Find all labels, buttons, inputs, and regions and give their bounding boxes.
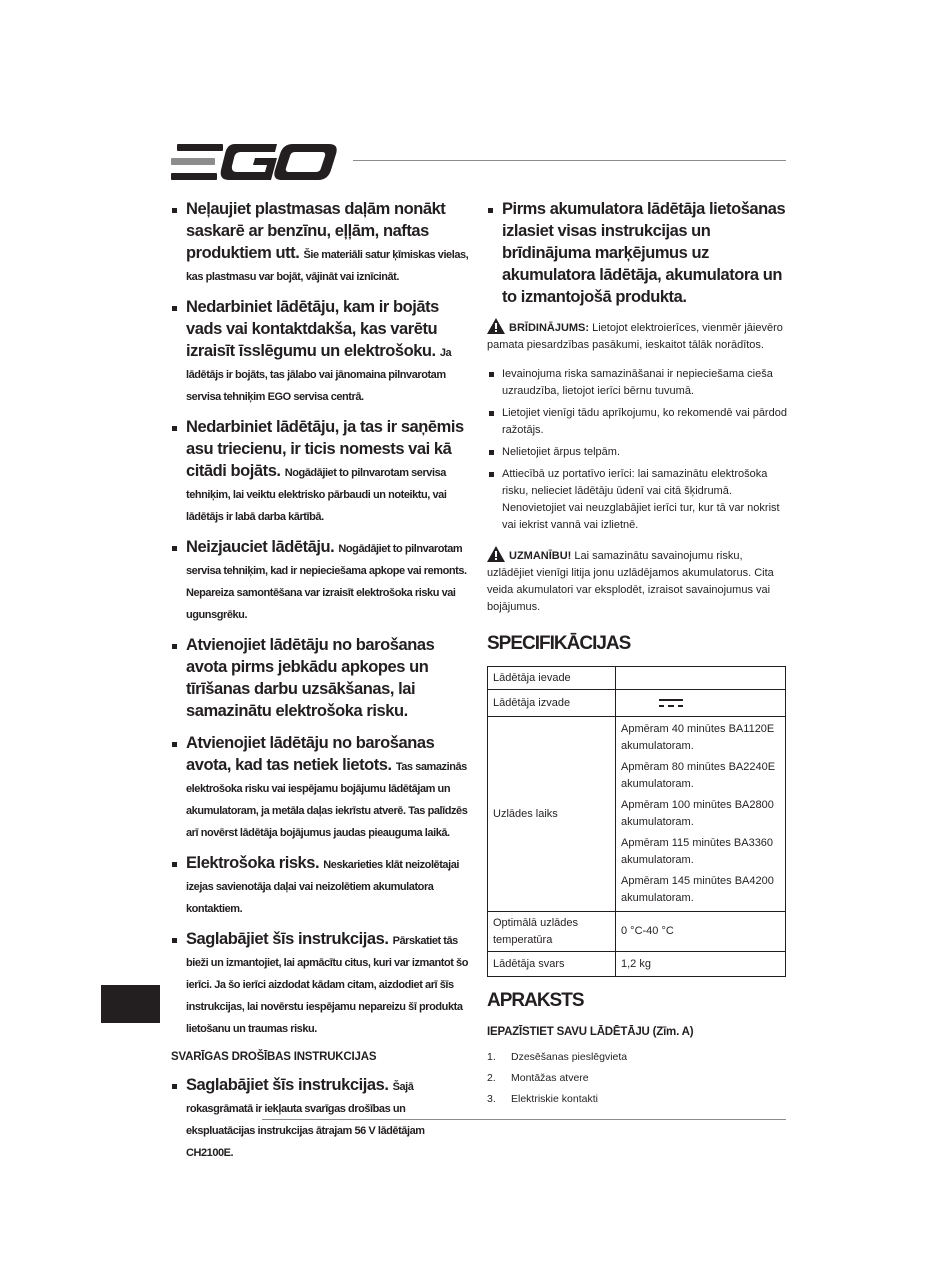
left-column xyxy=(171,198,471,1172)
warning-list-item: Attiecībā uz portatīvo ierīci: lai samazinātu elektrošoka risku, nelieciet lādētāju ūdenī vai citā šķidrumā. Nenovietojiet vai neuzglabājiet ierīci tur, kur tā var nokrist vai iekrist vannā vai izlietnē. xyxy=(487,466,787,534)
spec-label: Lādētāja ievade xyxy=(488,667,616,690)
spec-table xyxy=(487,666,786,977)
safety-item-heading: Saglabājiet šīs instrukcijas. Pārskatiet tās bieži un izmantojiet, lai apmācītu citus, kuri var izmantot šo ierīci. Ja šo ierīci aizdodat kādam citam, aizdodiet arī šīs instrukcijas, lai novērstu iespējamu nepareizu šī produkta lietošanu un traumas risku. xyxy=(186,930,468,1035)
safety-item-text: Nogādājiet to pilnvarotam servisa tehniķim, kad ir nepieciešama apkope vai remonts. Nepareiza samontēšana var izraisīt elektrošoka risku vai ugunsgrēku. xyxy=(186,543,467,621)
spec-title: SPECIFIKĀCIJAS xyxy=(487,633,631,654)
safety-item-text: Pārskatiet tās bieži un izmantojiet, lai apmācītu citus, kuri var izmantot šo ierīci. Ja šo ierīci aizdodat kādam citam, aizdodiet arī šīs instrukcijas, lai novērstu iespējamu nepareizu šī produkta lietošanu un traumas risku. xyxy=(186,935,468,1035)
warning-list-item: Lietojiet vienīgi tādu aprīkojumu, ko rekomendē vai pārdod ražotājs. xyxy=(487,405,787,439)
important-safety-heading: SVARĪGAS DROŠĪBAS INSTRUKCIJAS xyxy=(171,1051,377,1063)
safety-item-heading: Nedarbiniet lādētāju, ja tas ir saņēmis asu triecienu, ir ticis nomests vai kā citādi bojāts. Nogādājiet to pilnvarotam servisa tehniķim, lai veiktu elektrisko pārbaudi un noteiktu, vai lādētājs ir labā darba kārtībā. xyxy=(186,418,464,523)
safety-item-heading: Nedarbiniet lādētāju, kam ir bojāts vads vai kontaktdakša, kas varētu izraisīt īsslēgumu un elektrošoku. Ja lādētājs ir bojāts, tas jālabo vai jānomaina pilnvarotam servisa tehniķim EGO servisa centrā. xyxy=(186,298,452,403)
header-rule xyxy=(353,160,786,161)
charge-time-line: Apmēram 115 minūtes BA3360 akumulatoram. xyxy=(621,837,774,866)
safety-item-text: Šie materiāli satur ķīmiskas vielas, kas plastmasu var bojāt, vājināt vai iznīcināt. xyxy=(186,249,469,283)
safety-item-text: Šajā rokasgrāmatā ir iekļauta svarīgas drošības un ekspluatācijas instrukcijas ātrajam 56 V lādētājam CH2100E. xyxy=(186,1081,425,1159)
spec-value: 0 °C-40 °C xyxy=(616,912,786,952)
dc-symbol-icon xyxy=(659,698,683,708)
safety-item xyxy=(171,416,471,526)
safety-item-heading: Atvienojiet lādētāju no barošanas avota, kad tas netiek lietots. Tas samazinās elektrošoka risku vai iespējamu bojājumu lādētājam un akumulatoram, ja metāla daļas iekrīstu atverē. Tas palīdzēs arī novērst lādētāja bojājumus jaudas pieauguma laikā. xyxy=(186,734,468,839)
safety-item xyxy=(171,536,471,624)
safety-item-heading: Elektrošoka risks. Neskarieties klāt neizolētajai izejas savienotāja daļai vai neizolētiem akumulatora kontaktiem. xyxy=(186,854,459,915)
list-item-label: Elektriskie kontakti xyxy=(511,1093,598,1105)
intro-item-heading: Pirms akumulatora lādētāja lietošanas izlasiet visas instrukcijas un brīdinājuma marķējumus uz akumulatora lādētāja, akumulatora un to izmantojošā produkta. xyxy=(502,200,786,306)
table-row xyxy=(488,667,786,690)
spec-label: Optimālā uzlādes temperatūra xyxy=(488,912,616,952)
spec-label: Uzlādes laiks xyxy=(488,717,616,912)
spec-value xyxy=(616,667,786,690)
safety-item-heading: Neizjauciet lādētāju. Nogādājiet to pilnvarotam servisa tehniķim, kad ir nepieciešama apkope vai remonts. Nepareiza samontēšana var izraisīt elektrošoka risku vai ugunsgrēku. xyxy=(186,538,467,621)
safety-item-text: Nogādājiet to pilnvarotam servisa tehniķim, lai veiktu elektrisko pārbaudi un noteiktu, vai lādētājs ir labā darba kārtībā. xyxy=(186,467,447,523)
list-item xyxy=(487,1091,787,1108)
warning-list-item: Ievainojuma riska samazināšanai ir nepieciešama cieša uzraudzība, lietojot ierīci bērnu tuvumā. xyxy=(487,366,787,400)
warning-text: Lietojot elektroierīces, vienmēr jāievēro pamata piesardzības pasākumi, ieskaitot tālāk norādītos. xyxy=(487,322,783,351)
spec-value xyxy=(616,690,786,717)
warning-label: BRĪDINĀJUMS: xyxy=(509,322,590,334)
safety-item-heading: Atvienojiet lādētāju no barošanas avota pirms jebkādu apkopes un tīrīšanas darbu uzsākšanas, lai samazinātu elektrošoka risku. xyxy=(186,636,435,720)
spec-value xyxy=(616,717,786,912)
list-item-number: 2. xyxy=(487,1072,496,1084)
right-column xyxy=(487,198,787,1112)
list-item-label: Montāžas atvere xyxy=(511,1072,589,1084)
list-item xyxy=(487,1070,787,1087)
safety-item xyxy=(171,296,471,406)
warning-triangle-icon xyxy=(487,546,505,562)
safety-item-heading: Neļaujiet plastmasas daļām nonākt saskarē ar benzīnu, eļļām, naftas produktiem utt. Šie materiāli satur ķīmiskas vielas, kas plastmasu var bojāt, vājināt vai iznīcināt. xyxy=(186,200,469,283)
safety-item xyxy=(171,634,471,722)
description-title: APRAKSTS xyxy=(487,990,584,1011)
intro-item xyxy=(487,198,787,308)
page-side-tab xyxy=(101,985,160,1023)
spec-value: 1,2 kg xyxy=(616,952,786,977)
spec-label: Lādētāja svars xyxy=(488,952,616,977)
caution-label: UZMANĪBU! xyxy=(509,550,572,562)
safety-item xyxy=(171,928,471,1038)
footer-rule xyxy=(262,1119,786,1120)
safety-item xyxy=(171,852,471,918)
warning-triangle-icon xyxy=(487,318,505,334)
safety-item xyxy=(171,198,471,286)
safety-item xyxy=(171,1074,471,1162)
safety-item-text: Neskarieties klāt neizolētajai izejas savienotāja daļai vai neizolētiem akumulatora kontaktiem. xyxy=(186,859,459,915)
caution-text: Lai samazinātu savainojumu risku, uzlādējiet vienīgi litija jonu uzlādējamos akumulatorus. Cita veida akumulatori var eksplodēt, izraisot savainojumus vai bojājumus. xyxy=(487,550,774,613)
description-subheading: IEPAZĪSTIET SAVU LĀDĒTĀJU (Zīm. A) xyxy=(487,1026,694,1038)
spec-label: Lādētāja izvade xyxy=(488,690,616,717)
table-row xyxy=(488,912,786,952)
table-row xyxy=(488,690,786,717)
list-item-number: 3. xyxy=(487,1093,496,1105)
warning-list-item: Nelietojiet ārpus telpām. xyxy=(487,444,787,461)
caution-block xyxy=(487,546,787,616)
list-item-label: Dzesēšanas pieslēgvieta xyxy=(511,1051,628,1063)
list-item xyxy=(487,1049,787,1066)
ego-logo xyxy=(171,144,337,180)
safety-item xyxy=(171,732,471,842)
warning-block xyxy=(487,318,787,354)
safety-item-heading: Saglabājiet šīs instrukcijas. Šajā rokasgrāmatā ir iekļauta svarīgas drošības un ekspluatācijas instrukcijas ātrajam 56 V lādētājam CH2100E. xyxy=(186,1076,425,1159)
charge-time-line: Apmēram 145 minūtes BA4200 akumulatoram. xyxy=(621,875,774,904)
safety-item-text: Tas samazinās elektrošoka risku vai iespējamu bojājumu lādētājam un akumulatoram, ja metāla daļas iekrīstu atverē. Tas palīdzēs arī novērst lādētāja bojājumus jaudas pieauguma laikā. xyxy=(186,761,468,839)
charge-time-line: Apmēram 80 minūtes BA2240E akumulatoram. xyxy=(621,761,776,790)
table-row xyxy=(488,952,786,977)
safety-item-text: Ja lādētājs ir bojāts, tas jālabo vai jānomaina pilnvarotam servisa tehniķim EGO servisa centrā. xyxy=(186,347,452,403)
list-item-number: 1. xyxy=(487,1051,496,1063)
charge-time-line: Apmēram 40 minūtes BA1120E akumulatoram. xyxy=(621,723,775,752)
table-row xyxy=(488,717,786,912)
charge-time-line: Apmēram 100 minūtes BA2800 akumulatoram. xyxy=(621,799,774,828)
